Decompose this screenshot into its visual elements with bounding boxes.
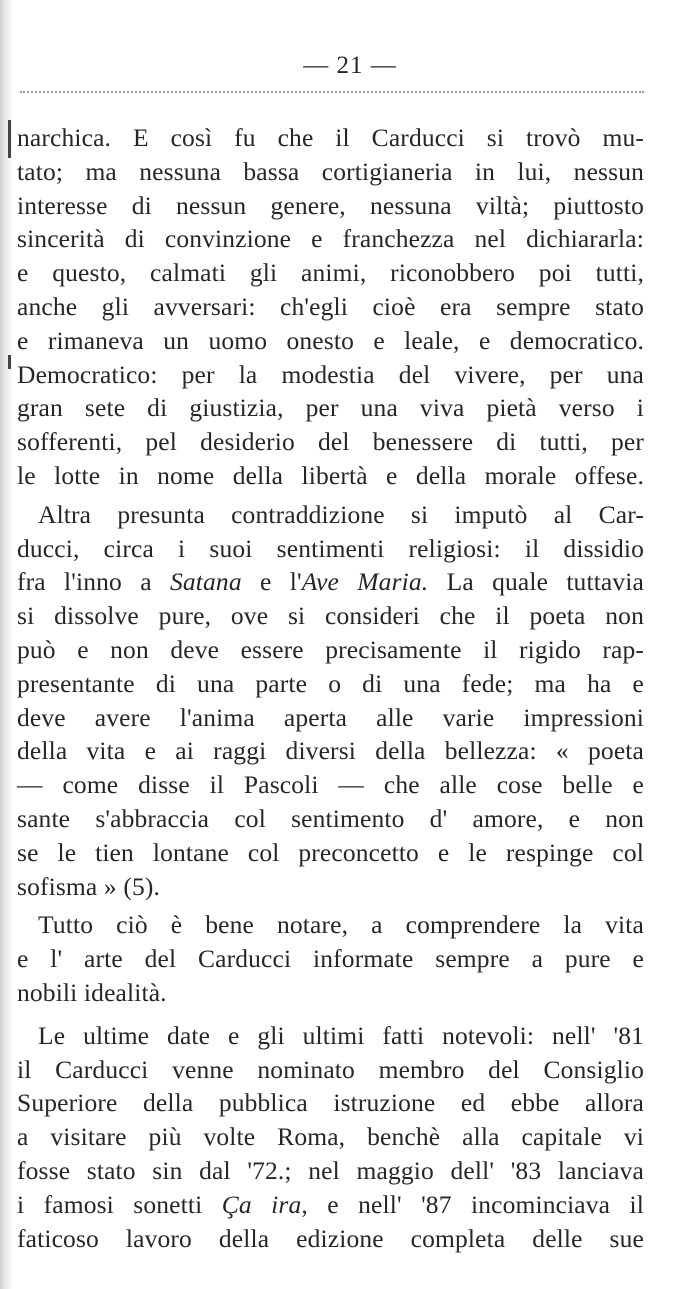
text-fragment: fra l'inno a: [17, 567, 170, 597]
text-line: sofferenti, pel desiderio del benessere di tutti, per: [17, 427, 644, 457]
text-line: gran sete di giustizia, per una viva pietà verso i: [17, 393, 644, 423]
text-line: presentante di una parte o di una fede; ma ha e: [17, 668, 644, 698]
text-line: Tutto ciò è bene notare, a comprendere la vita: [38, 910, 644, 940]
text-line: ducci, circa i suoi sentimenti religiosi: il dissidio: [17, 533, 644, 563]
page-number-header: — 21 —: [303, 52, 397, 79]
text-line: e rimaneva un uomo onesto e leale, e democratico.: [17, 325, 644, 355]
margin-mark: [8, 355, 11, 369]
text-line: narchica. E così fu che il Carducci si trovò mu-: [17, 123, 644, 152]
text-line: sante s'abbraccia col sentimento d' amore, e non: [17, 803, 644, 833]
page-gutter-shadow: [0, 0, 14, 1289]
text-line: il Carducci venne nominato membro del Consiglio: [17, 1054, 644, 1084]
text-line: può e non deve essere precisamente il rigido rap-: [17, 634, 644, 664]
text-line: le lotte in nome della libertà e della morale offese.: [17, 460, 644, 490]
text-line: se le tien lontane col preconcetto e le respinge col: [17, 837, 644, 867]
text-line: fosse stato sin dal '72.; nel maggio dell' '83 lanciava: [17, 1155, 644, 1185]
text-fragment: e l': [241, 567, 302, 597]
text-line: faticoso lavoro della edizione completa delle sue: [17, 1223, 644, 1253]
paragraph: [17, 1019, 644, 1256]
paragraph: [17, 908, 644, 1009]
margin-mark: [8, 120, 11, 158]
text-fragment: La quale tuttavia: [428, 567, 644, 597]
text-line: a visitare più volte Roma, benchè alla capitale vi: [17, 1122, 644, 1152]
text-fragment: i famosi sonetti: [17, 1189, 222, 1219]
text-line: Democratico: per la modestia del vivere, per una: [17, 359, 644, 389]
text-line: Le ultime date e gli ultimi fatti notevoli: nell' '81: [38, 1020, 644, 1050]
text-fragment: e nell' '87 incominciava il: [307, 1189, 644, 1219]
text-line: interesse di nessun genere, nessuna viltà; piuttosto: [17, 190, 644, 220]
text-line: Altra presunta contraddizione si imputò al Car-: [38, 499, 644, 529]
page-body: [17, 121, 644, 1255]
header-divider: [20, 91, 644, 93]
text-line: e l' arte del Carducci informate sempre a pure e: [17, 944, 644, 974]
italic-title: Satana: [169, 567, 242, 597]
text-line: Superiore della pubblica istruzione ed ebbe allora: [17, 1088, 644, 1118]
text-line: [17, 565, 644, 599]
text-line: si dissolve pure, ove si consideri che il poeta non: [17, 601, 644, 631]
text-line: della vita e ai raggi diversi della bellezza: « poeta: [17, 736, 644, 766]
text-line: deve avere l'anima aperta alle varie impressioni: [17, 702, 644, 732]
text-line: e questo, calmati gli animi, riconobbero poi tutti,: [17, 258, 644, 288]
text-line: sofisma » (5).: [17, 871, 161, 901]
italic-title: Ave Maria.: [301, 567, 429, 597]
text-line: — come disse il Pascoli — che alle cose belle e: [17, 770, 644, 800]
text-line: sincerità di convinzione e franchezza nel dichiararla:: [17, 224, 644, 254]
text-line: tato; ma nessuna bassa cortigianeria in lui, nessun: [17, 156, 644, 186]
paragraph: [17, 498, 644, 904]
text-line: nobili idealità.: [17, 977, 167, 1007]
italic-title: Ça ira,: [221, 1189, 308, 1219]
text-line: anche gli avversari: ch'egli cioè era sempre stato: [17, 291, 644, 321]
text-line: [17, 1188, 644, 1222]
paragraph: [17, 121, 644, 493]
